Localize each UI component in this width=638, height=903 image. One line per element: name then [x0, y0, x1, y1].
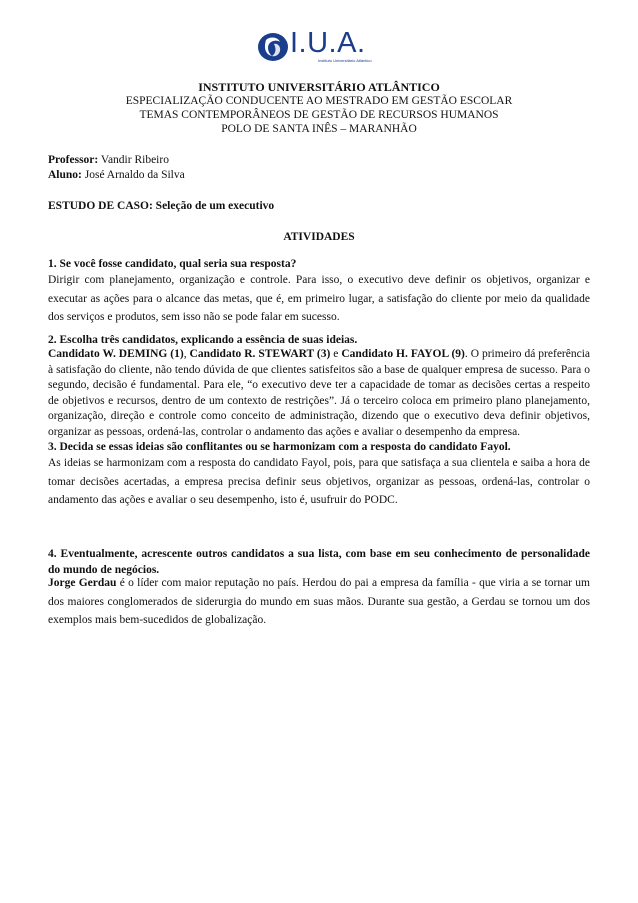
- candidate-fayol: Candidato H. FAYOL (9): [341, 348, 465, 360]
- answer-4-text: é o líder com maior reputação no país. Herdou do pai a empresa da família - que viria a se tornar um dos maiores conglomerados de siderurgia do mundo em suas mãos. Durante sua gestão, a Gerdau se tornou um dos exemplos mais bem-sucedidos de globalização.: [48, 577, 590, 626]
- activities-title: ATIVIDADES: [283, 231, 355, 243]
- case-study-title: ESTUDO DE CASO: Seleção de um executivo: [48, 200, 275, 212]
- question-3: 3. Decida se essas ideias são conflitantes ou se harmonizam com a resposta do candidato Fayol.: [48, 441, 511, 453]
- header-line-1: ESPECIALIZAÇÃO CONDUCENTE AO MESTRADO EM GESTÃO ESCOLAR: [125, 95, 513, 107]
- jorge-gerdau-name: Jorge Gerdau: [48, 577, 117, 589]
- institution-title: INSTITUTO UNIVERSITÁRIO ATLÂNTICO: [198, 80, 440, 94]
- logo-text: I.U.A.: [290, 27, 366, 59]
- candidate-deming: Candidato W. DEMING (1): [48, 348, 184, 360]
- aluno-label: Aluno:: [48, 169, 82, 181]
- candidate-stewart: Candidato R. STEWART (3): [189, 348, 331, 360]
- header-line-3: POLO DE SANTA INÊS – MARANHÃO: [221, 123, 417, 135]
- answer-4: [48, 574, 590, 630]
- aluno-line: [48, 168, 590, 184]
- logo-subtitle: Instituto Universitário Atlântico: [318, 58, 372, 63]
- question-4: 4. Eventualmente, acrescente outros candidatos a sua lista, com base em seu conhecimento de personalidade do mundo de negócios.: [48, 548, 590, 576]
- header-line-2: TEMAS CONTEMPORÂNEOS DE GESTÃO DE RECURSOS HUMANOS: [139, 109, 499, 121]
- question-1: 1. Se você fosse candidato, qual seria sua resposta?: [48, 258, 297, 270]
- separator: ,: [183, 348, 190, 360]
- question-2: 2. Escolha três candidatos, explicando a essência de suas ideias.: [48, 334, 358, 346]
- answer-2: [48, 347, 590, 440]
- aluno-name: José Arnaldo da Silva: [81, 169, 185, 181]
- answer-1: Dirigir com planejamento, organização e controle. Para isso, o executivo deve definir os objetivos, organizar e executar as ações para o alcance das metas, que é, em primeiro lugar, a satisfação do cliente por meio da qualidade dos serviços e produtos, sem isso não se pode falar em sucesso.: [48, 274, 590, 323]
- professor-line: [48, 153, 590, 169]
- separator: e: [330, 348, 342, 360]
- professor-label: Professor:: [48, 154, 99, 166]
- answer-3: As ideias se harmonizam com a resposta do candidato Fayol, pois, para que satisfaça a sua clientela e saiba a hora de tomar decisões acertadas, a empresa precisa definir seus objetivos, organizar as pessoas, ordená-las, controlar o andamento das ações e avaliar o seu desempenho, isto é, usufruir do PODC.: [48, 457, 590, 506]
- professor-name: Vandir Ribeiro: [98, 154, 169, 166]
- answer-2-text: . O primeiro dá preferência à satisfação do cliente, não tendo dúvida de que clientes satisfeitos são a base de qualquer empresa de sucesso. Para o segundo, decisão é fundamental. Para ele, “o executivo deve ter a capacidade de tomar as decisões certas a respeito de objetivos e recursos, dentro de um contexto de restrições”. Já o terceiro coloca em primeiro plano planejamento, organização, direção e controle como conceito de administração, dizendo que o executivo deva definir objetivos, organizar as pessoas, ordená-las, controlar o andamento das ações e avaliar o desempenho da empresa.: [48, 348, 591, 438]
